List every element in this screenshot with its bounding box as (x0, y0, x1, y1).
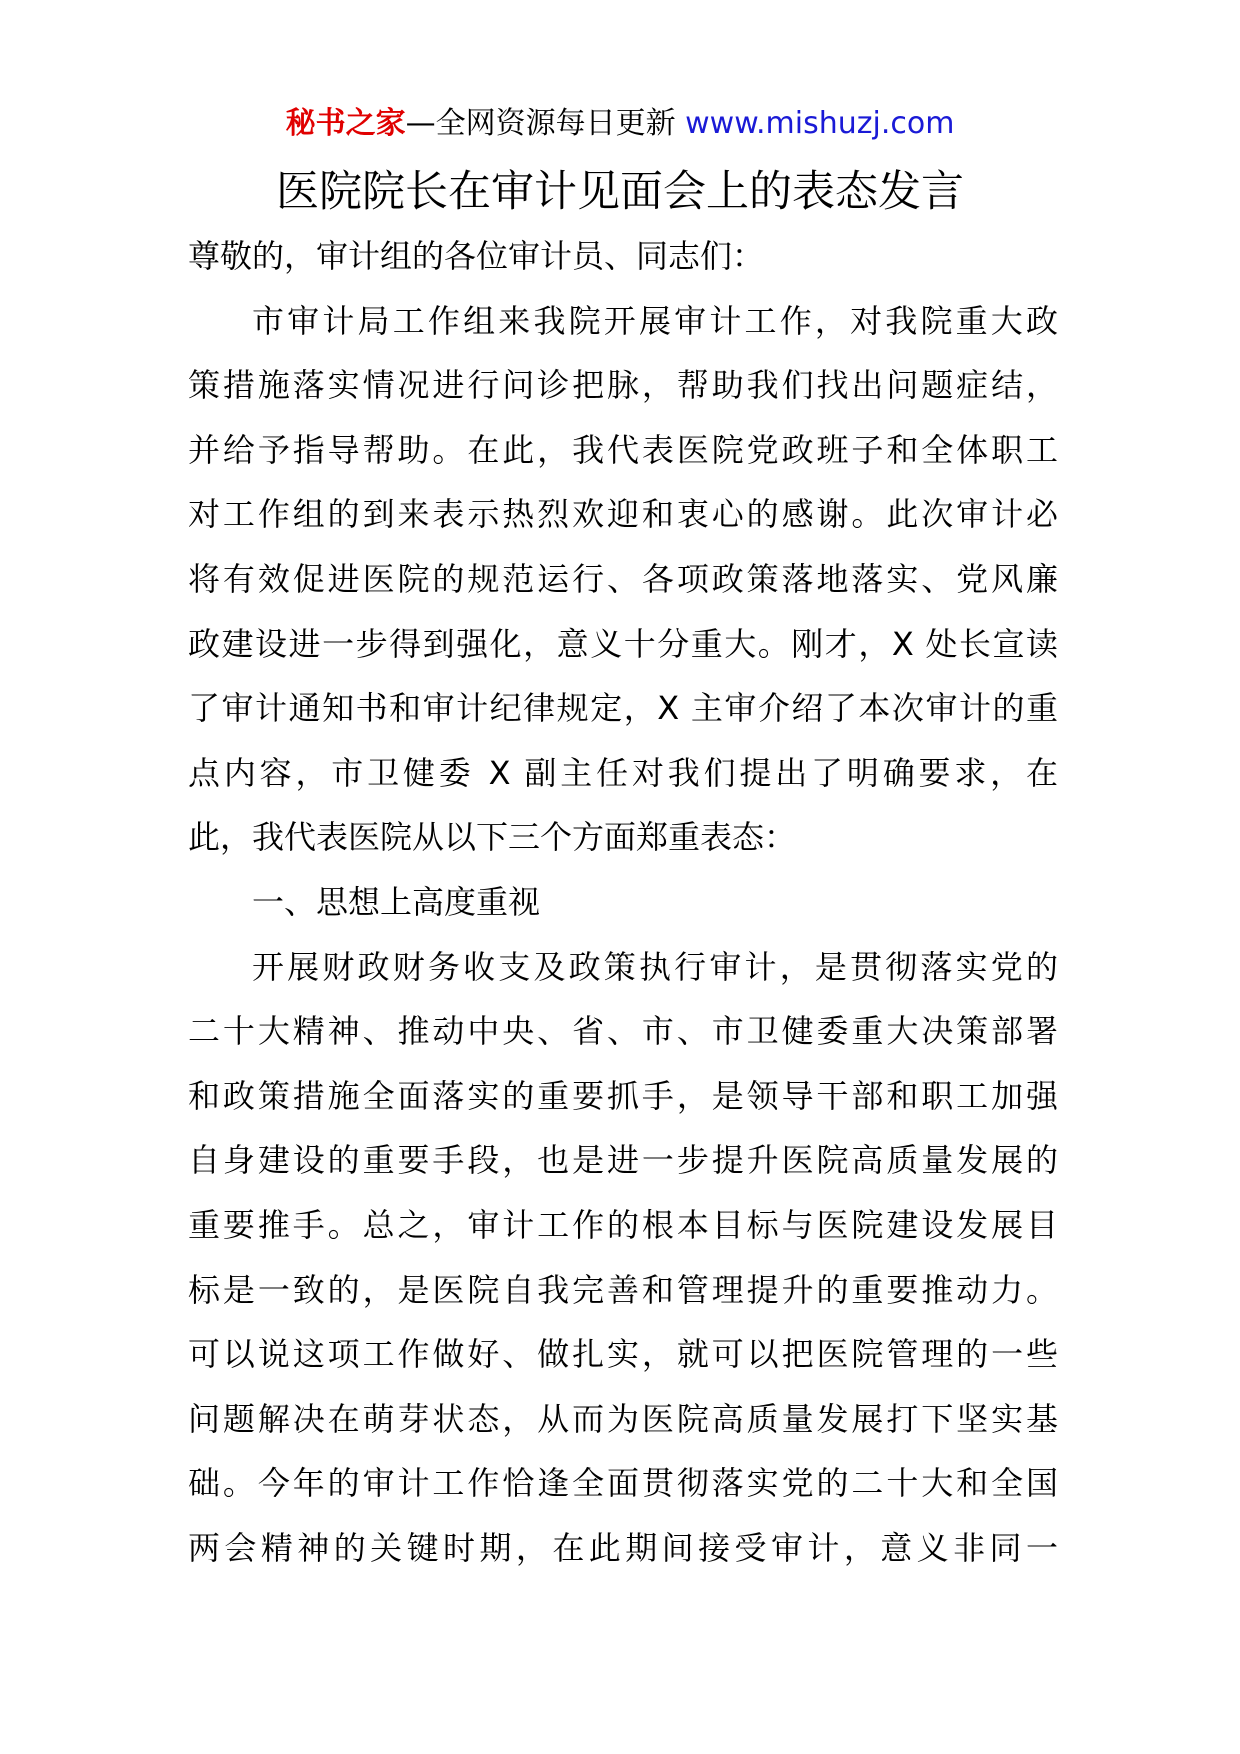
paragraph-line: 点内容，市卫健委 X 副主任对我们提出了明确要求，在 (188, 753, 1058, 792)
paragraph-line: 政建设进一步得到强化，意义十分重大。刚才，X 处长宣读 (188, 624, 1058, 663)
salutation: 尊敬的，审计组的各位审计员、同志们： (188, 237, 765, 275)
site-name: 秘书之家 (285, 106, 406, 141)
section-heading: 一、思想上高度重视 (252, 882, 541, 921)
paragraph-line: 二十大精神、推动中央、省、市、市卫健委重大决策部署 (188, 1012, 1058, 1051)
paragraph-line: 自身建设的重要手段，也是进一步提升医院高质量发展的 (188, 1141, 1058, 1180)
paragraph-line: 策措施落实情况进行问诊把脉，帮助我们找出问题症结， (188, 366, 1058, 405)
paragraph-line: 重要推手。总之，审计工作的根本目标与医院建设发展目 (188, 1205, 1058, 1244)
paragraph-line: 将有效促进医院的规范运行、各项政策落地落实、党风廉 (188, 559, 1058, 598)
paragraph-line: 可以说这项工作做好、做扎实，就可以把医院管理的一些 (188, 1335, 1058, 1374)
paragraph-line: 并给予指导帮助。在此，我代表医院党政班子和全体职工 (188, 430, 1058, 469)
paragraph-line: 标是一致的，是医院自我完善和管理提升的重要推动力。 (188, 1270, 1058, 1309)
paragraph-line: 此，我代表医院从以下三个方面郑重表态： (188, 818, 797, 857)
paragraph-line: 对工作组的到来表示热烈欢迎和衷心的感谢。此次审计必 (188, 495, 1058, 534)
document-body (188, 224, 1058, 1580)
paragraph-line: 两会精神的关键时期，在此期间接受审计，意义非同一 (188, 1528, 1058, 1567)
paragraph-line: 问题解决在萌芽状态，从而为医院高质量发展打下坚实基 (188, 1399, 1058, 1438)
opening-paragraph (188, 289, 1058, 870)
section-paragraph (188, 935, 1058, 1581)
paragraph-line: 了审计通知书和审计纪律规定，X 主审介绍了本次审计的重 (188, 689, 1058, 728)
document-title: 医院院长在审计见面会上的表态发言 (276, 167, 964, 217)
paragraph-line: 础。今年的审计工作恰逢全面贯彻落实党的二十大和全国 (188, 1464, 1058, 1503)
site-tagline: —全网资源每日更新 (405, 106, 686, 141)
site-banner (0, 100, 1240, 148)
paragraph-line: 和政策措施全面落实的重要抓手，是领导干部和职工加强 (188, 1076, 1058, 1115)
paragraph-line: 市审计局工作组来我院开展审计工作，对我院重大政 (252, 301, 1058, 340)
site-url-link[interactable]: www.mishuzj.com (685, 106, 955, 141)
paragraph-line: 开展财政财务收支及政策执行审计，是贯彻落实党的 (252, 947, 1058, 986)
